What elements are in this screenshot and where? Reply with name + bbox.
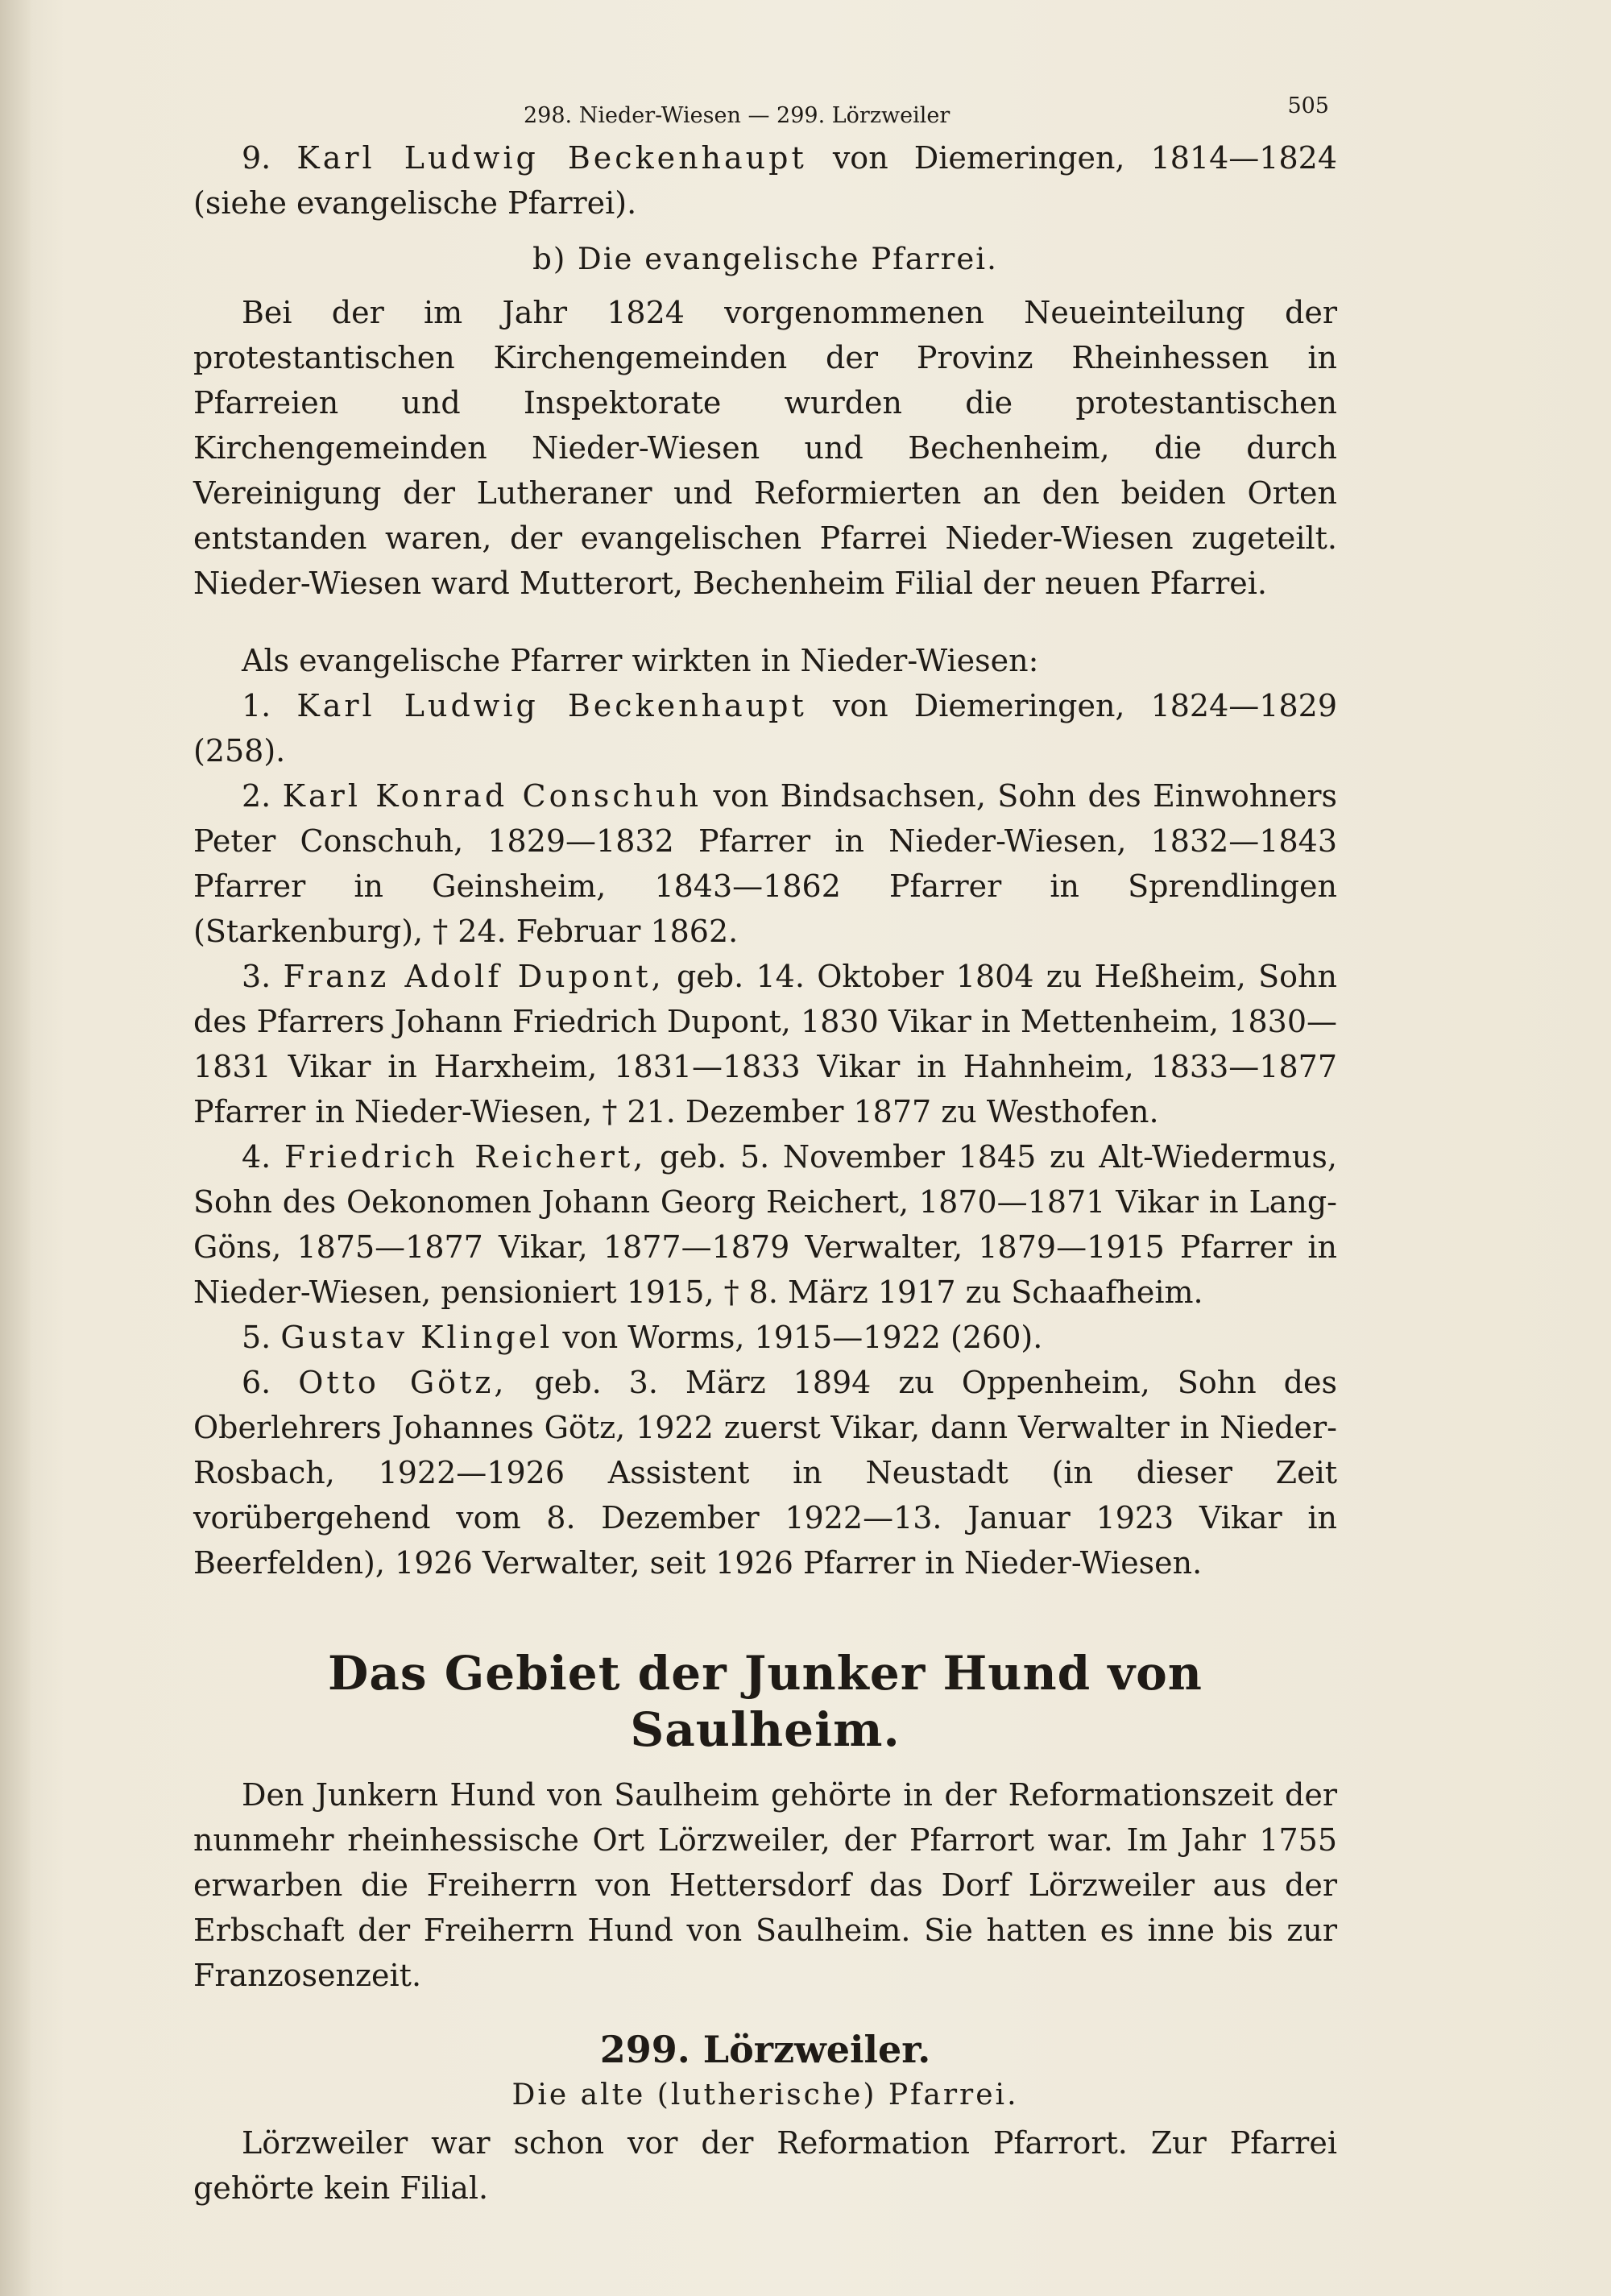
pastor-entry (193, 954, 1337, 1134)
entry-name: Karl Ludwig Beckenhaupt (296, 140, 807, 176)
entry-name: Friedrich Reichert, (284, 1139, 647, 1175)
intro-paragraph: Bei der im Jahr 1824 vorgenommenen Neueinteilung der protestantischen Kirchengemeinden der Provinz Rheinhessen in Pfarreien und Inspektorate wurden die protestantischen Kirchengemeinden Nieder-Wiesen und Bechenheim, die durch Vereinigung der Lutheraner und Reformierten an den beiden Orten entstanden waren, der evangelischen Pfarrei Nieder-Wiesen zugeteilt. Nieder-Wiesen ward Mutterort, Bechenheim Filial der neuen Pfarrei. (193, 295, 1337, 601)
entry-text: geb. 14. Oktober 1804 zu Heßheim, Sohn des Pfarrers Johann Friedrich Dupont, 1830 Vikar in Mettenheim, 1830—1831 Vikar in Harxheim, 1831—1833 Vikar in Hahnheim, 1833—1877 Pfarrer in Nieder-Wiesen, † 21. Dezember 1877 zu Westhofen. (193, 959, 1337, 1129)
entry-name: Karl Ludwig Beckenhaupt (296, 688, 807, 723)
entry-name: Otto Götz, (298, 1365, 507, 1400)
entry-text: von Diemeringen, 1824—1829 (258). (193, 688, 1337, 769)
book-gutter (0, 0, 31, 2296)
pastor-entry (193, 1315, 1337, 1360)
entry-number: 6. (242, 1365, 271, 1400)
entry-text: von Bindsachsen, Sohn des Einwohners Peter Conschuh, 1829—1832 Pfarrer in Nieder-Wiesen, 1832—1843 Pfarrer in Geinsheim, 1843—1862 Pfarrer in Sprendlingen (Starkenburg), † 24. Februar 1862. (193, 778, 1337, 949)
place-paragraph: Lörzweiler war schon vor der Reformation Pfarrort. Zur Pfarrei gehörte kein Filial. (193, 2125, 1337, 2206)
section-paragraph: Den Junkern Hund von Saulheim gehörte in der Reformationszeit der nunmehr rheinhessische Ort Lörzweiler, der Pfarrort war. Im Jahr 1755 erwarben die Freiherrn von Hettersdorf das Dorf Lörzweiler aus der Erbschaft der Freiherrn Hund von Saulheim. Sie hatten es inne bis zur Franzosenzeit. (193, 1777, 1337, 1993)
entry-number: 2. (242, 778, 271, 814)
entry-number: 5. (242, 1320, 271, 1355)
entry-text: geb. 5. November 1845 zu Alt-Wiedermus, Sohn des Oekonomen Johann Georg Reichert, 1870—1871 Vikar in Lang-Göns, 1875—1877 Vikar, 1877—1879 Verwalter, 1879—1915 Pfarrer in Nieder-Wiesen, pensioniert 1915, † 8. März 1917 zu Schaafheim. (193, 1139, 1337, 1310)
subheading-evangelische-pfarrei: b) Die evangelische Pfarrei. (532, 242, 998, 276)
running-head-title: 298. Nieder-Wiesen — 299. Lörzweiler (524, 103, 950, 128)
page-number: 505 (1287, 93, 1329, 118)
pastor-entry (193, 683, 1337, 773)
entry-text: geb. 3. März 1894 zu Oppenheim, Sohn des Oberlehrers Johannes Götz, 1922 zuerst Vikar, dann Verwalter in Nieder-Rosbach, 1922—1926 Assistent in Neustadt (in dieser Zeit vorübergehend vom 8. Dezember 1922—13. Januar 1923 Vikar in Beerfelden), 1926 Verwalter, seit 1926 Pfarrer in Nieder-Wiesen. (193, 1365, 1337, 1581)
place-title: 299. Lörzweiler. (599, 2028, 931, 2071)
entry-name: Franz Adolf Dupont, (283, 959, 665, 994)
pastor-entry-9 (193, 135, 1337, 226)
pastor-list-intro: Als evangelische Pfarrer wirkten in Nieder-Wiesen: (242, 643, 1039, 678)
entry-number: 3. (242, 959, 271, 994)
pastor-entry (193, 1360, 1337, 1585)
entry-name: Gustav Klingel (280, 1320, 553, 1355)
entry-number: 9. (242, 140, 271, 176)
entry-text: von Diemeringen, 1814—1824 (siehe evangelische Pfarrei). (193, 140, 1337, 221)
entry-number: 4. (242, 1139, 271, 1175)
entry-name: Karl Konrad Conschuh (282, 778, 702, 814)
pastor-entry (193, 1134, 1337, 1315)
running-head (193, 87, 1337, 135)
entry-text: von Worms, 1915—1922 (260). (562, 1320, 1043, 1355)
entry-number: 1. (242, 688, 271, 723)
place-subtitle: Die alte (lutherische) Pfarrei. (511, 2078, 1019, 2112)
section-title: Das Gebiet der Junker Hund von Saulheim. (328, 1646, 1203, 1757)
page-content (193, 87, 1337, 2211)
pastor-entry (193, 773, 1337, 954)
